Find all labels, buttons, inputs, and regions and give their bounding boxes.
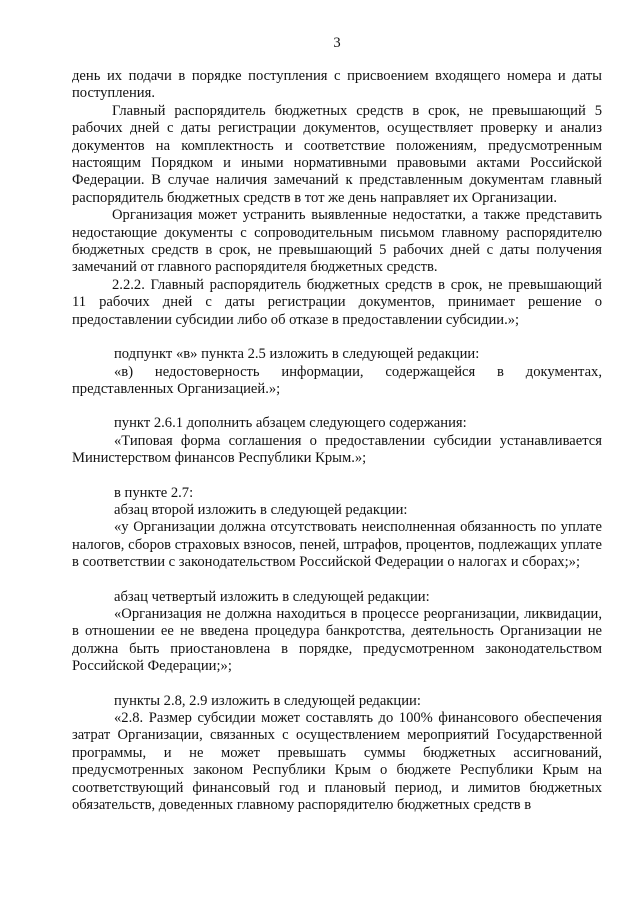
paragraph-amend-2-8-2-9: пункты 2.8, 2.9 изложить в следующей редакции: (114, 692, 421, 709)
paragraph-continuation: день их подачи в порядке поступления с присвоением входящего номера и даты поступления. (72, 68, 602, 102)
paragraph-reorganization: «Организация не должна находиться в процессе реорганизации, ликвидации, в отношении ее не введена процедура банкротства, деятельность Организации не должна быть приостановлена в порядке, предусмотренном законодательством Российской Федерации;»; (72, 605, 602, 675)
paragraph-2-5-v: «в) недостоверность информации, содержащейся в документах, представленных Организацией.»; (72, 363, 602, 397)
paragraph-amend-2-5: подпункт «в» пункта 2.5 изложить в следующей редакции: (114, 346, 480, 363)
paragraph-in-2-7: в пункте 2.7: (114, 484, 194, 501)
page-number: 3 (333, 35, 341, 51)
paragraph-2-8-subsidy-size: «2.8. Размер субсидии может составлять до 100% финансового обеспечения затрат Организации, связанных с осуществлением мероприятий Государственной программы, и не может превышать суммы бюджетных ассигнований, предусмотренных законом Республики Крым о бюджете Республики Крым на соответствующий финансовый год и плановый период, и лимитов бюджетных обязательств, доведенных главному распорядителю бюджетных средств в (72, 710, 602, 814)
paragraph-abzac-fourth: абзац четвертый изложить в следующей редакции: (114, 588, 430, 605)
paragraph-tax-obligation: «у Организации должна отсутствовать неисполненная обязанность по уплате налогов, сборов страховых взносов, пеней, штрафов, процентов, подлежащих уплате в соответствии с законодательством Российской Федерации о налогах и сборах;»; (72, 519, 602, 571)
paragraph-2-2-2: 2.2.2. Главный распорядитель бюджетных средств в срок, не превышающий 11 рабочих дней с даты регистрации документов, принимает решение о предоставлении субсидии либо об отказе в предоставлении субсидии.»; (72, 276, 602, 328)
paragraph-review-terms: Главный распорядитель бюджетных средств в срок, не превышающий 5 рабочих дней с даты регистрации документов, осуществляет проверку и анализ документов на комплектность и соответствие положениям, предусмотренным настоящим Порядком и иными нормативными правовыми актами Российской Федерации. В случае наличия замечаний к представленным документам главный распорядитель бюджетных средств в тот же день направляет их Организации. (72, 102, 602, 206)
paragraph-agreement-form: «Типовая форма соглашения о предоставлении субсидии устанавливается Министерством финансов Республики Крым.»; (72, 432, 602, 467)
document-body (72, 68, 602, 814)
paragraph-amend-2-6-1: пункт 2.6.1 дополнить абзацем следующего содержания: (114, 415, 467, 432)
paragraph-correction: Организация может устранить выявленные недостатки, а также представить недостающие документы с сопроводительным письмом главному распорядителю бюджетных средств в срок, не превышающий 5 рабочих дней с даты получения замечаний от главного распорядителя бюджетных средств. (72, 207, 602, 276)
paragraph-abzac-second: абзац второй изложить в следующей редакции: (114, 501, 408, 518)
